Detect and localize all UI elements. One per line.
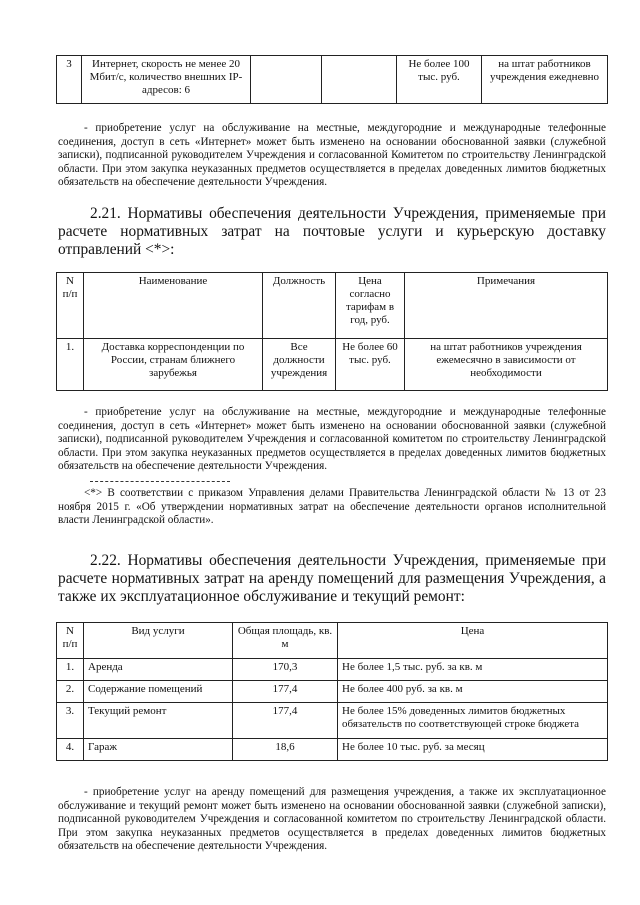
row-area: 170,3 [233, 659, 338, 681]
footnote: <*> В соответствии с приказом Управления делами Правительства Ленинградской области № 13 от 23 ноября 2015 г. «Об утверждении нормативных затрат на обеспечение деятельности органов исполнительной власти Ленинградской области». [58, 487, 606, 527]
table-header-row [57, 623, 608, 659]
header-price: Цена согласно тарифам в год, руб. [336, 273, 405, 339]
paragraph-3: - приобретение услуг на аренду помещений для размещения учреждения, а также их эксплуатационное обслуживание и текущий ремонт может быть изменено на основании обоснованной заявки (служебной записки), подписанной руководителем Учреждения и согласованной комитетом по строительству Ленинградской области. При этом закупка неуказанных предметов осуществляется в пределах доведенных лимитов бюджетных обязательств на обеспечение деятельности Учреждения. [58, 786, 606, 853]
row-empty-1 [251, 56, 322, 104]
table-row [57, 739, 608, 761]
row-price: Не более 100 тыс. руб. [397, 56, 482, 104]
table-internet-fragment [56, 55, 608, 104]
header-num: N п/п [57, 273, 84, 339]
row-note: на штат работников учреждения ежемесячно в зависимости от необходимости [405, 339, 608, 391]
row-empty-2 [322, 56, 397, 104]
row-service: Гараж [84, 739, 233, 761]
table-row [57, 659, 608, 681]
paragraph-1: - приобретение услуг на обслуживание на местные, междугородние и международные телефонные соединения, доступ в сеть «Интернет» может быть изменено на основании обоснованной заявки (служебной записки), подписанной руководителем Учреждения и согласованной Комитетом по строительству Ленинградской области. При этом закупка неуказанных предметов осуществляется в пределах доведенных лимитов бюджетных обязательств на обеспечение деятельности Учреждения. [58, 122, 606, 189]
row-note: на штат работников учреждения ежедневно [482, 56, 608, 104]
header-area: Общая площадь, кв. м [233, 623, 338, 659]
header-num: N п/п [57, 623, 84, 659]
row-num: 1. [57, 339, 84, 391]
table-header-row [57, 273, 608, 339]
row-name: Интернет, скорость не менее 20 Мбит/с, количество внешних IP-адресов: 6 [82, 56, 251, 104]
table-row [57, 703, 608, 739]
row-price: Не более 400 руб. за кв. м [338, 681, 608, 703]
row-service: Содержание помещений [84, 681, 233, 703]
header-price: Цена [338, 623, 608, 659]
paragraph-2: - приобретение услуг на обслуживание на местные, междугородние и международные телефонные соединения, доступ в сеть «Интернет» может быть изменено на основании обоснованной заявки (служебной записки), подписанной руководителем Учреждения и согласованной комитетом по строительству Ленинградской области. При этом закупка неуказанных предметов осуществляется в пределах доведенных лимитов бюджетных обязательств на обеспечение деятельности Учреждения. [58, 406, 606, 473]
row-num: 2. [57, 681, 84, 703]
table-row [57, 339, 608, 391]
row-price: Не более 60 тыс. руб. [336, 339, 405, 391]
row-area: 177,4 [233, 703, 338, 739]
table-2-22 [56, 622, 608, 761]
row-price: Не более 1,5 тыс. руб. за кв. м [338, 659, 608, 681]
row-position: Все должности учреждения [263, 339, 336, 391]
row-num: 4. [57, 739, 84, 761]
footnote-separator [90, 481, 230, 482]
header-service: Вид услуги [84, 623, 233, 659]
row-service: Текущий ремонт [84, 703, 233, 739]
row-num: 1. [57, 659, 84, 681]
header-name: Наименование [84, 273, 263, 339]
table-row [57, 56, 608, 104]
row-name: Доставка корреспонденции по России, странам ближнего зарубежья [84, 339, 263, 391]
header-position: Должность [263, 273, 336, 339]
section-heading-2-22: 2.22. Нормативы обеспечения деятельности Учреждения, применяемые при расчете нормативных затрат на аренду помещений для размещения Учреждения, а также их эксплуатационное обслуживание и текущий ремонт: [58, 552, 606, 605]
table-2-21 [56, 272, 608, 391]
row-price: Не более 10 тыс. руб. за месяц [338, 739, 608, 761]
table-row [57, 681, 608, 703]
row-service: Аренда [84, 659, 233, 681]
row-area: 18,6 [233, 739, 338, 761]
row-num: 3. [57, 703, 84, 739]
row-num: 3 [57, 56, 82, 104]
section-heading-2-21: 2.21. Нормативы обеспечения деятельности Учреждения, применяемые при расчете нормативных затрат на почтовые услуги и курьерскую доставку отправлений <*>: [58, 205, 606, 258]
row-price: Не более 15% доведенных лимитов бюджетных обязательств по соответствующей строке бюджета [338, 703, 608, 739]
row-area: 177,4 [233, 681, 338, 703]
header-note: Примечания [405, 273, 608, 339]
